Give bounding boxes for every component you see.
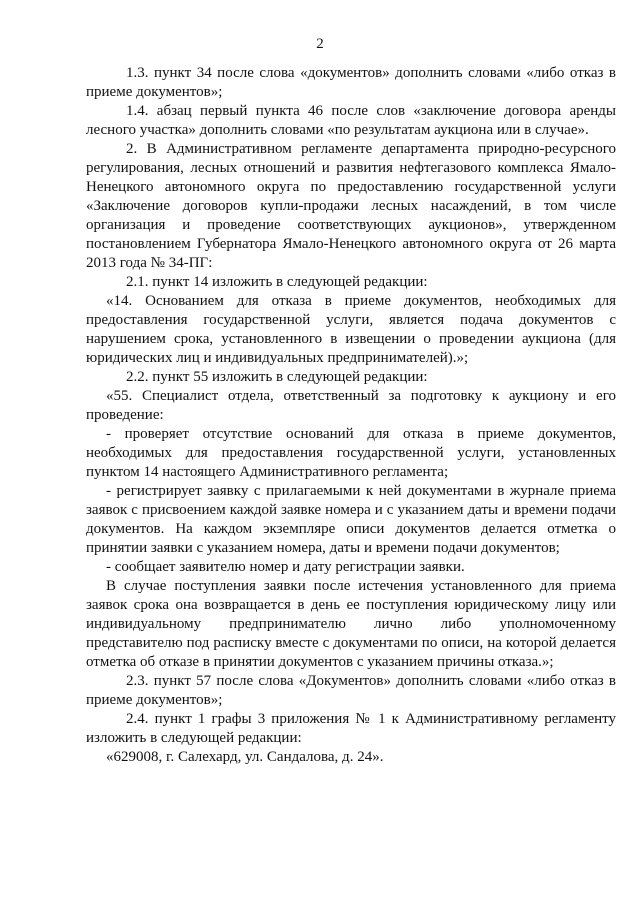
paragraph-late-application: В случае поступления заявки после истечения установленного для приема заявок срока она возвращается в день ее поступления юридическому лицу или индивидуальному предпринимателю лично либо уполномоченному представителю под расписку вместе с документами по описи, на которой делается отметка об отказе в принятии документов с указанием причины отказа.»; <box>86 578 616 670</box>
paragraph-address: «629008, г. Салехард, ул. Сандалова, д. 24». <box>106 749 384 765</box>
paragraph-1-4: 1.4. абзац первый пункта 46 после слов «заключение договора аренды лесного участка» дополнить словами «по результатам аукциона или в случае». <box>86 103 616 138</box>
list-item-checks: - проверяет отсутствие оснований для отказа в приеме документов, необходимых для предоставления государственной услуги, установленных пунктом 14 настоящего Административного регламента; <box>86 426 616 480</box>
page-number: 2 <box>316 36 324 52</box>
paragraph-55-quote: «55. Специалист отдела, ответственный за подготовку к аукциону и его проведение: <box>86 388 616 423</box>
paragraph-2-4: 2.4. пункт 1 графы 3 приложения № 1 к Административному регламенту изложить в следующей редакции: <box>86 711 616 746</box>
list-item-registers: - регистрирует заявку с прилагаемыми к ней документами в журнале приема заявок с присвоением каждой заявке номера и с указанием даты и времени подачи документов. На каждом экземпляре описи документов делается отметка о принятии заявки с указанием номера, даты и времени подачи документов; <box>86 483 616 556</box>
paragraph-2-2: 2.2. пункт 55 изложить в следующей редакции: <box>126 369 428 385</box>
paragraph-2: 2. В Административном регламенте департамента природно-ресурсного регулирования, лесных отношений и развития нефтегазового комплекса Ямало-Ненецкого автономного округа по предоставлению государственной услуги «Заключение договоров купли-продажи лесных насаждений, в том числе организация и проведение соответствующих аукционов», утвержденном постановлением Губернатора Ямало-Ненецкого автономного округа от 26 марта 2013 года № 34-ПГ: <box>86 141 616 271</box>
paragraph-2-1: 2.1. пункт 14 изложить в следующей редакции: <box>126 274 428 290</box>
document-body <box>86 64 616 767</box>
paragraph-1-3: 1.3. пункт 34 после слова «документов» дополнить словами «либо отказ в приеме документов»; <box>86 65 616 100</box>
paragraph-14-quote: «14. Основанием для отказа в приеме документов, необходимых для предоставления государственной услуги, является подача документов с нарушением срока, установленного в извещении о проведении аукциона (для юридических лиц и индивидуальных предпринимателей).»; <box>86 293 616 366</box>
list-item-informs: - сообщает заявителю номер и дату регистрации заявки. <box>106 559 465 575</box>
paragraph-2-3: 2.3. пункт 57 после слова «Документов» дополнить словами «либо отказ в приеме документов»; <box>86 673 616 708</box>
